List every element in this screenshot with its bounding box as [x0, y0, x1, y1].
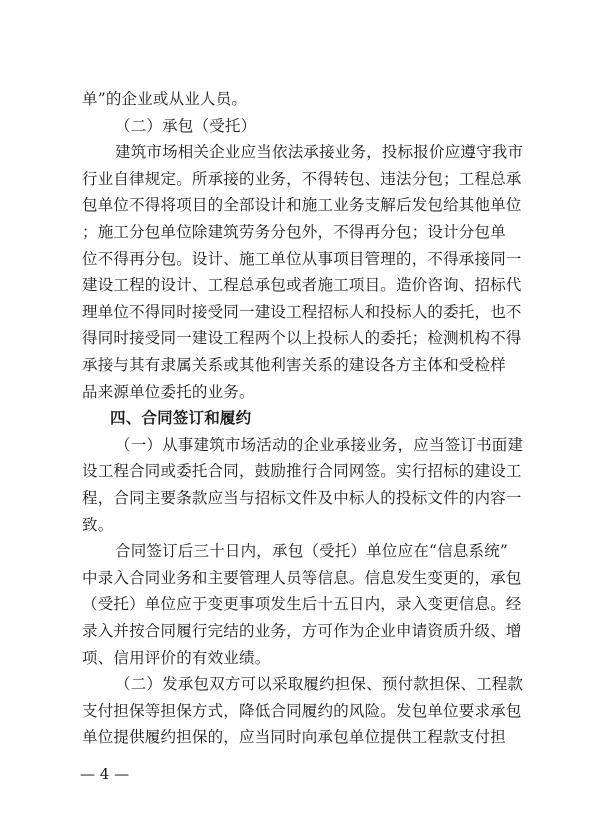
- page-number: — 4 —: [80, 765, 130, 783]
- text-line: 包单位不得将项目的全部设计和施工业务支解后发包给其他单位: [82, 196, 522, 215]
- text-line: 理单位不得同时接受同一建设工程招标人和投标人的委托，也不: [82, 302, 522, 321]
- text-line: 项、信用评价的有效业绩。: [82, 648, 271, 667]
- text-line: 单位提供履约担保的，应当同时向承包单位提供工程款支付担: [82, 728, 506, 747]
- text-line: 行业自律规定。所承接的业务，不得转包、违法分包；工程总承: [82, 169, 522, 188]
- text-line: 设工程合同或委托合同，鼓励推行合同网签。实行招标的建设工: [82, 462, 522, 481]
- text-line: ；施工分包单位除建筑劳务分包外，不得再分包；设计分包单: [82, 223, 506, 241]
- text-line: 建设工程的设计、工程总承包或者施工项目。造价咨询、招标代: [82, 276, 522, 295]
- text-line: 单”的企业或从业人员。: [82, 90, 248, 108]
- text-line: 致。: [82, 515, 114, 534]
- text-line: 品来源单位委托的业务。: [82, 382, 255, 401]
- text-line: 录入并按合同履行完结的业务，方可作为企业申请资质升级、增: [82, 622, 522, 640]
- text-line: （一）从事建筑市场活动的企业承接业务，应当签订书面建: [115, 435, 524, 454]
- text-line: 合同签订后三十日内，承包（受托）单位应在“信息系统”: [115, 542, 509, 561]
- text-line: 承接与其有隶属关系或其他利害关系的建设各方主体和受检样: [82, 356, 506, 374]
- section-heading-contract: 四、合同签订和履约: [110, 409, 252, 428]
- subheading-contracting: （二）承包（受托）: [115, 116, 257, 135]
- text-line: 支付担保等担保方式，降低合同履约的风险。发包单位要求承包: [82, 701, 522, 720]
- text-line: 得同时接受同一建设工程两个以上投标人的委托；检测机构不得: [82, 329, 522, 348]
- text-line: 程，合同主要条款应当与招标文件及中标人的投标文件的内容一: [82, 489, 522, 507]
- text-line: 中录入合同业务和主要管理人员等信息。信息发生变更的，承包: [82, 568, 522, 587]
- text-line: （二）发承包双方可以采取履约担保、预付款担保、工程款: [115, 675, 524, 694]
- text-line: 位不得再分包。设计、施工单位从事项目管理的，不得承接同一: [82, 249, 522, 268]
- text-line: （受托）单位应于变更事项发生后十五日内，录入变更信息。经: [82, 595, 522, 614]
- text-line: 建筑市场相关企业应当依法承接业务，投标报价应遵守我市: [115, 143, 524, 162]
